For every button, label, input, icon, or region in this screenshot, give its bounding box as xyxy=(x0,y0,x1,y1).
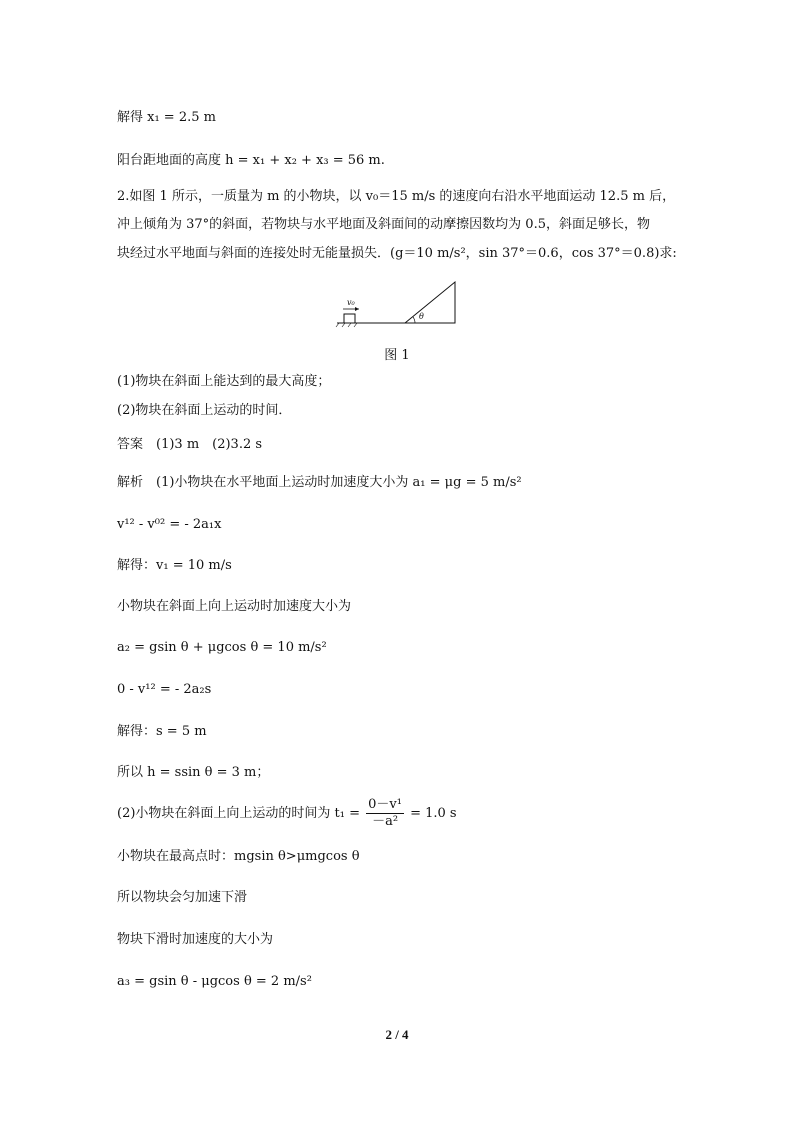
answer-line: 答案 (1)3 m (2)3.2 s xyxy=(117,437,263,452)
equation-line: 解得：v₁ = 10 m/s xyxy=(117,558,232,573)
velocity-label: v₀ xyxy=(347,298,355,307)
analysis-line: 解析 (1)小物块在水平地面上运动时加速度大小为 a₁ = μg = 5 m/s² xyxy=(117,475,522,490)
text-line: 解得 x₁ = 2.5 m xyxy=(117,110,216,125)
figure-caption: 图 1 xyxy=(384,348,410,363)
equation-line: v¹² - v⁰² = - 2a₁x xyxy=(117,517,222,532)
time-equation-prefix: (2)小物块在斜面上向上运动的时间为 t₁ = xyxy=(117,806,365,821)
fraction-denominator: －a² xyxy=(372,814,399,829)
problem-text-line: 2.如图 1 所示，一质量为 m 的小物块，以 v₀＝15 m/s 的速度向右沿水平地面运动 12.5 m 后， xyxy=(117,189,676,204)
fraction-numerator: 0－v¹ xyxy=(368,797,402,812)
equation-line: a₃ = gsin θ - μgcos θ = 2 m/s² xyxy=(117,974,312,989)
problem-text-line: 冲上倾角为 37°的斜面，若物块与水平地面及斜面间的动摩擦因数均为 0.5，斜面足够长，物 xyxy=(117,217,650,232)
equation-line: 解得：s = 5 m xyxy=(117,724,207,739)
equation-line: 所以 h = ssin θ = 3 m； xyxy=(117,765,270,780)
incline xyxy=(405,282,455,323)
fraction xyxy=(366,797,404,830)
text-line: 所以物块会匀加速下滑 xyxy=(117,890,248,905)
text-line: 物块下滑时加速度的大小为 xyxy=(117,932,274,947)
page-number: 2 / 4 xyxy=(385,1027,409,1042)
time-equation-line xyxy=(117,796,457,832)
block xyxy=(344,314,355,323)
text-line: 小物块在最高点时：mgsin θ>μmgcos θ xyxy=(117,849,360,864)
text-line: 阳台距地面的高度 h = x₁ + x₂ + x₃ = 56 m. xyxy=(117,153,385,168)
angle-label: θ xyxy=(419,312,424,321)
problem-text-line: 块经过水平地面与斜面的连接处时无能量损失．(g＝10 m/s²，sin 37°＝0.6，cos 37°＝0.8)求: xyxy=(117,246,677,261)
equation-line: 0 - v¹² = - 2a₂s xyxy=(117,682,212,697)
question-line: (1)物块在斜面上能达到的最大高度； xyxy=(117,374,331,389)
question-line: (2)物块在斜面上运动的时间． xyxy=(117,403,292,418)
time-equation-suffix: = 1.0 s xyxy=(405,806,457,821)
incline-diagram xyxy=(335,276,465,330)
text-line: 小物块在斜面上向上运动时加速度大小为 xyxy=(117,599,352,614)
equation-line: a₂ = gsin θ + μgcos θ = 10 m/s² xyxy=(117,640,327,655)
